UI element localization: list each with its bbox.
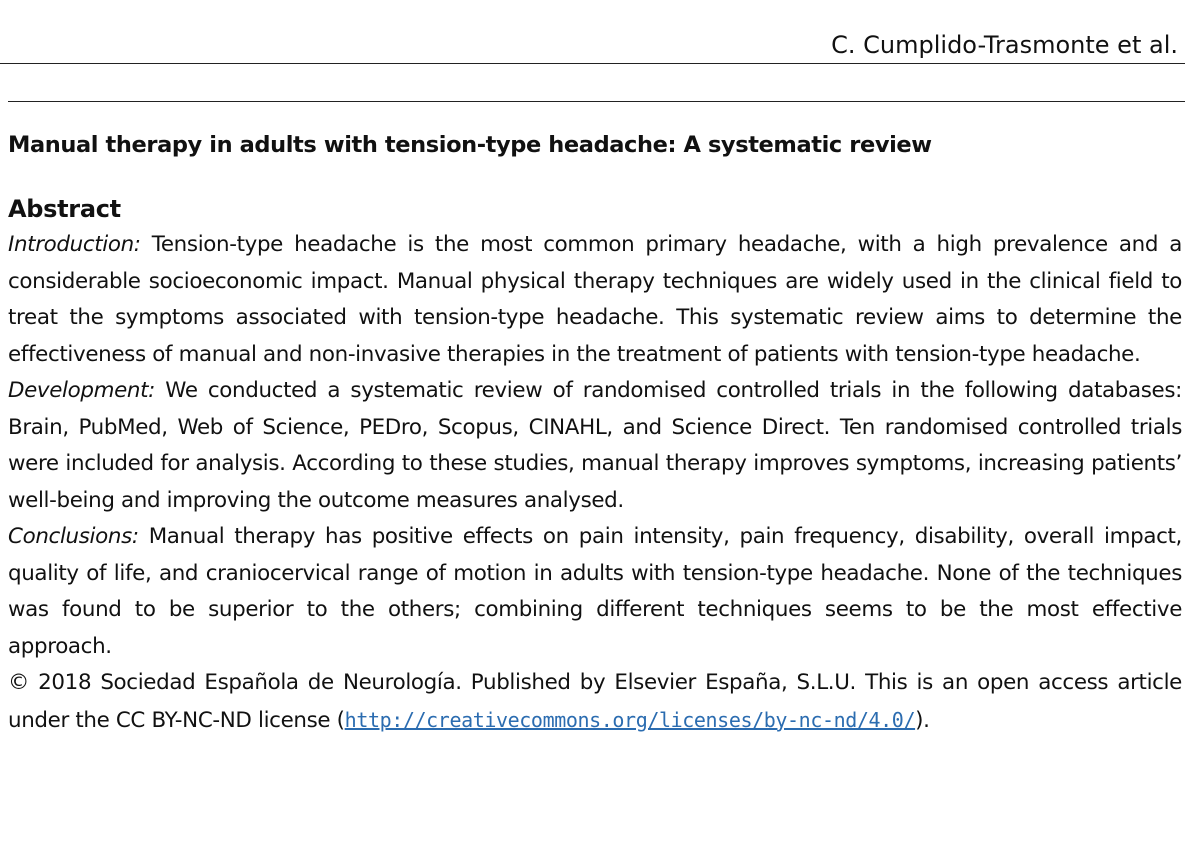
header-rule [0,63,1185,64]
abstract-section [8,191,1182,739]
title-rule [8,101,1185,102]
conclusions-paragraph [8,519,1182,665]
introduction-text: Tension-type headache is the most common primary headache, with a high prevalence and a considerable socioeconomic impact. Manual physical therapy techniques are widely used in the clinical field to treat the symptoms associated with tension-type headache. This systematic review aims to determine the effectiveness of manual and non-invasive therapies in the treatment of patients with tension-type headache. [8,232,1182,367]
copyright-text: © 2018 Sociedad Española de Neurología. Published by Elsevier España, S.L.U. This is an open access article under the CC BY-NC-ND license ( [8,670,1182,733]
abstract-heading: Abstract [8,195,121,223]
article-title: Manual therapy in adults with tension-type headache: A systematic review [8,132,932,158]
development-label: Development: [8,378,156,403]
conclusions-label: Conclusions: [8,524,139,549]
introduction-paragraph [8,227,1182,373]
copyright-close: ). [915,707,930,733]
development-paragraph [8,373,1182,519]
conclusions-text: Manual therapy has positive effects on pain intensity, pain frequency, disability, overall impact, quality of life, and craniocervical range of motion in adults with tension-type headache. None of the techniques was found to be superior to the others; combining different techniques seems to be the most effective approach. [8,524,1182,659]
copyright-paragraph [8,665,1182,739]
development-text: We conducted a systematic review of randomised controlled trials in the following databases: Brain, PubMed, Web of Science, PEDro, Scopus, CINAHL, and Science Direct. Ten randomised controlled trials were included for analysis. According to these studies, manual therapy improves symptoms, increasing patients’ well-being and improving the outcome measures analysed. [8,378,1183,513]
introduction-label: Introduction: [8,232,141,257]
running-header: C. Cumplido-Trasmonte et al. [831,31,1178,59]
license-link[interactable]: http://creativecommons.org/licenses/by-nc-nd/4.0/ [344,707,916,732]
